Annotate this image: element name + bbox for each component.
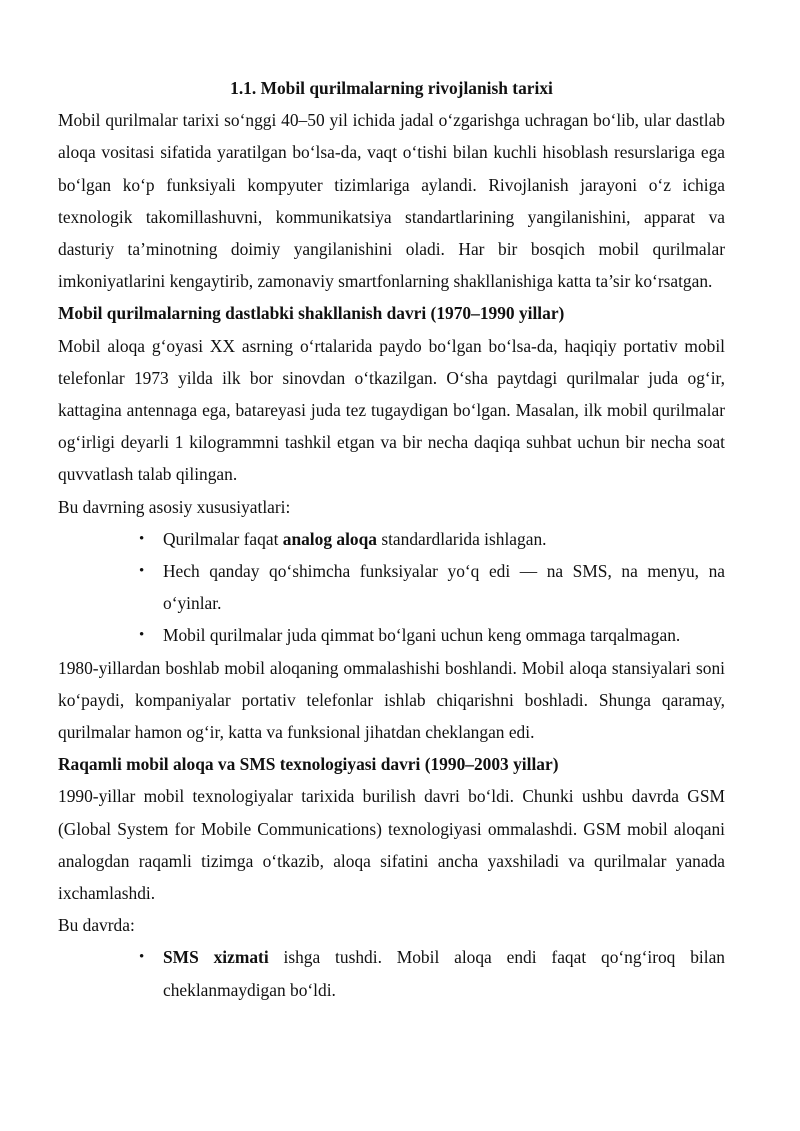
list-lead: Bu davrning asosiy xususiyatlari: (58, 496, 291, 517)
document-page (58, 72, 725, 1006)
page-title: 1.1. Mobil qurilmalarning rivojlanish tarixi (230, 78, 553, 98)
list-item-text: standardlarida ishlagan. (376, 528, 547, 549)
body-paragraph: 1980-yillardan boshlab mobil aloqaning ommalashishi boshlandi. Mobil aloqa stansiyalari soni ko‘paydi, kompaniyalar portativ telefonlar ishlab chiqarishni boshladi. Shunga qaramay, qurilmalar hamon og‘ir, katta va funksional jihatdan cheklangan edi. (58, 657, 725, 743)
section-heading: Raqamli mobil aloqa va SMS texnologiyasi davri (1990–2003 yillar) (58, 754, 559, 775)
bullet-list (58, 523, 725, 652)
list-item: • Mobil qurilmalar juda qimmat bo‘lgani uchun keng ommaga tarqalmagan. (163, 619, 725, 651)
list-item-bold-text: analog aloqa (282, 528, 377, 549)
intro-paragraph: Mobil qurilmalar tarixi so‘nggi 40–50 yil ichida jadal o‘zgarishga uchragan bo‘lib, ular dastlab aloqa vositasi sifatida yaratilgan bo‘lsa-da, vaqt o‘tishi bilan kuchli hisoblash resurslariga ega bo‘lgan ko‘p funksiyali kompyuter tizimlariga aylandi. Rivojlanish jarayoni o‘z ichiga texnologik takomillashuvni, kommunikatsiya standartlarining yangilanishini, apparat va dasturiy ta’minotning doimiy yangilanishini oladi. Har bir bosqich mobil qurilmalar imkoniyatlarini kengaytirib, zamonaviy smartfonlarning shakllanishiga katta ta’sir ko‘rsatgan. (58, 110, 725, 292)
list-item-bold-text: SMS xizmati (163, 947, 269, 968)
body-paragraph: Mobil aloqa g‘oyasi XX asrning o‘rtalarida paydo bo‘lgan bo‘lsa-da, haqiqiy portativ mobil telefonlar 1973 yilda ilk bor sinovdan o‘tkazilgan. O‘sha paytdagi qurilmalar juda og‘ir, kattagina antennaga ega, batareyasi juda tez tugaydigan bo‘lgan. Masalan, ilk mobil qurilmalar og‘irligi deyarli 1 kilogrammni tashkil etgan va bir necha daqiqa suhbat uchun bir necha soat quvvatlash talab qilingan. (58, 335, 725, 485)
list-item (163, 523, 725, 555)
bullet-list (58, 941, 725, 1005)
list-item: • Hech qanday qo‘shimcha funksiyalar yo‘q edi — na SMS, na menyu, na o‘yinlar. (163, 555, 725, 619)
body-paragraph: 1990-yillar mobil texnologiyalar tarixida burilish davri bo‘ldi. Chunki ushbu davrda GSM (Global System for Mobile Communications) texnologiyasi ommalashdi. GSM mobil aloqani analogdan raqamli tizimga o‘tkazib, aloqa sifatini ancha yaxshiladi va qurilmalar yanada ixchamlashdi. (58, 786, 725, 904)
list-item-text: ishga tushdi. Mobil aloqa endi faqat qo‘ng‘iroq bilan cheklanmaydigan bo‘ldi. (163, 947, 725, 1000)
list-item (163, 941, 725, 1005)
section-heading: Mobil qurilmalarning dastlabki shakllanish davri (1970–1990 yillar) (58, 303, 565, 324)
list-item-text: Qurilmalar faqat (163, 528, 283, 549)
list-lead: Bu davrda: (58, 915, 135, 936)
